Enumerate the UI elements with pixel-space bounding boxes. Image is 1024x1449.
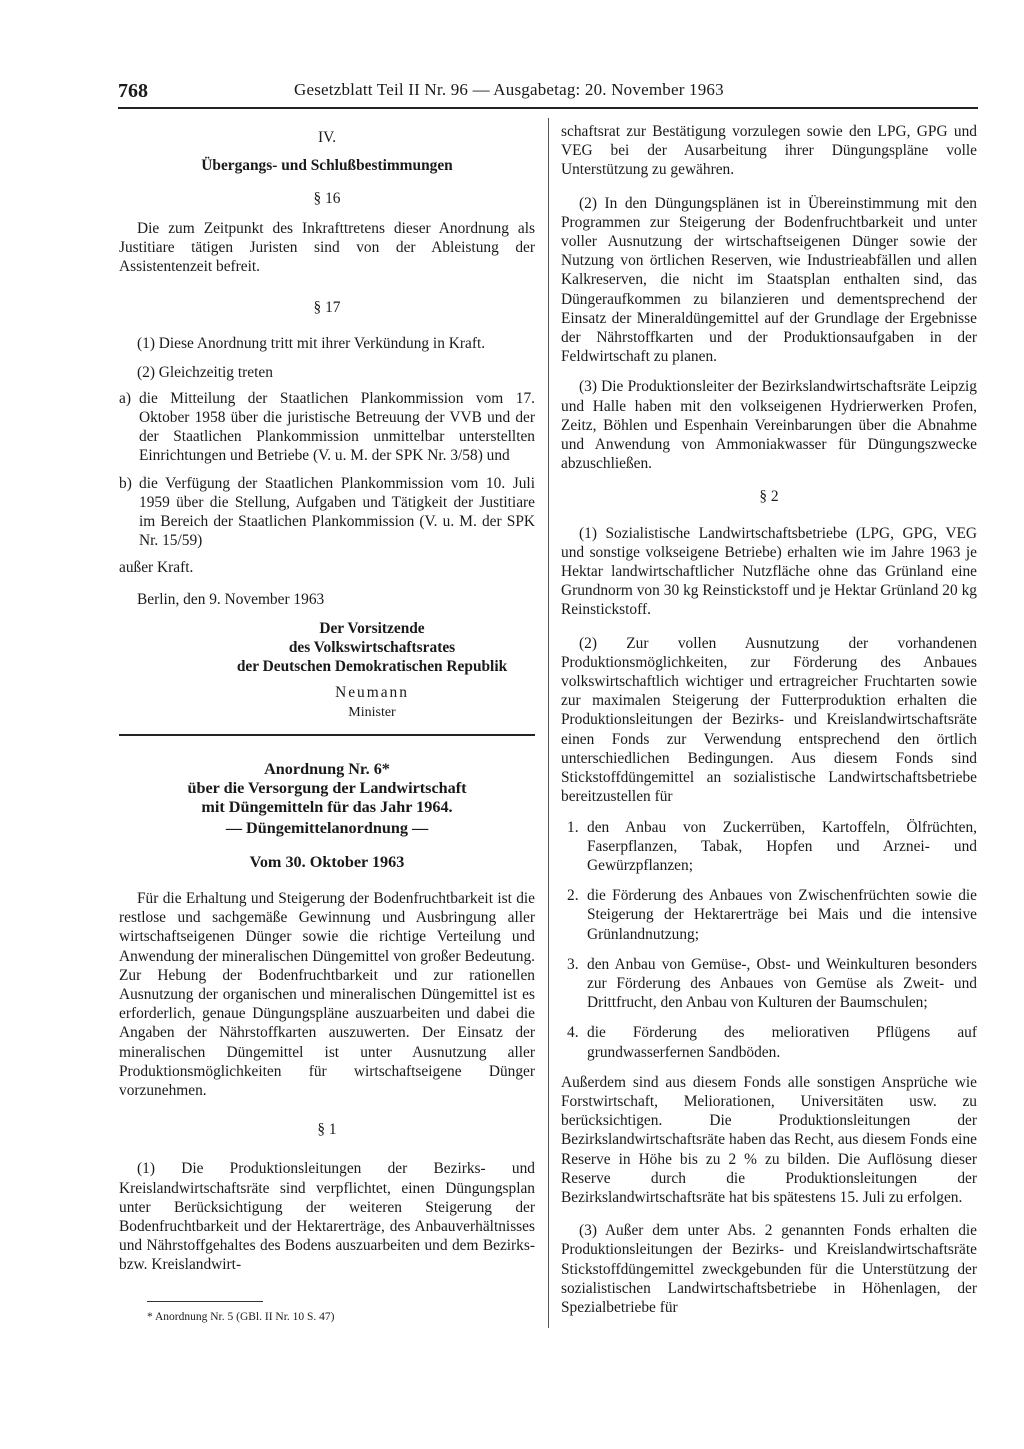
list-item-label: 3. [567, 955, 579, 973]
signatory-line-1: Der Vorsitzende [319, 619, 425, 637]
list-item [561, 1023, 977, 1061]
ordinance-title-line-1: Anordnung Nr. 6* [264, 759, 390, 778]
ordinance-subtitle: — Düngemittelanordnung — [225, 819, 429, 838]
list-item-text: den Anbau von Zuckerrüben, Kartoffeln, Ölfrüchten, Faserpflanzen, Tabak, Hopfen und Arznei- und Gewürzpflanzen; [587, 818, 977, 874]
section-16-heading: § 16 [313, 190, 341, 208]
list-item-label: 4. [567, 1024, 579, 1042]
header-title: Gesetzblatt Teil II Nr. 96 — Ausgabetag: 20. November 1963 [294, 80, 724, 99]
list-item-text: die Förderung des Anbaues von Zwischenfrüchten sowie die Steigerung der Hektarerträge bei Mais und die intensive Grünlandnutzung; [587, 887, 977, 943]
place-and-date: Berlin, den 9. November 1963 [137, 590, 325, 608]
page-header [118, 80, 978, 108]
section-divider [119, 734, 535, 736]
ordinance-title-line-2: über die Versorgung der Landwirtschaft [187, 779, 467, 798]
part-title: Übergangs- und Schlußbestimmungen [201, 157, 453, 175]
signatory-role: Minister [348, 704, 396, 720]
section-17-paragraph-1: (1) Diese Anordnung tritt mit ihrer Verkündung in Kraft. [137, 335, 486, 353]
section-1-paragraph-1: (1) Die Produktionsleitungen der Bezirks- und Kreislandwirtschaftsräte sind verpflichtet, einen Düngungsplan unter Berücksichtigung der weiteren Steigerung der Bodenfruchtbarkeit und der Hektarerträge, des Anbauverhältnisses und Nährstoffgehaltes des Bodens auszuarbeiten und dem Bezirks- bzw. Kreislandwirt- [119, 1160, 535, 1274]
list-item-label: a) [119, 389, 131, 407]
list-item-label: 2. [567, 887, 579, 905]
list-item-label: 1. [567, 818, 579, 836]
section-16-text: Die zum Zeitpunkt des Inkrafttretens dieser Anordnung als Justitiare tätigen Juristen sind von der Ableistung der Assistentenzeit befreit. [119, 219, 535, 276]
list-item-text: die Förderung des meliorativen Pflügens auf grundwasserfernen Sandböden. [587, 1024, 977, 1061]
section-17-closing: außer Kraft. [119, 559, 194, 577]
list-item [119, 389, 535, 466]
signatory-name: Neumann [335, 684, 409, 702]
section-2-paragraph-2: (2) Zur vollen Ausnutzung der vorhandenen Produktionsmöglichkeiten, zur Förderung des Anbaues volkswirtschaftlich wichtiger und ertragreicher Fruchtarten sowie zur maximalen Steigerung der Futterproduktion erhalten die Produktionsleitungen der Bezirks- und Kreislandwirtschaftsräte einen Fonds zur Verwendung entsprechend den örtlich unterschiedlichen Bedingungen. Aus diesem Fonds sind Stickstoffdüngemittel an sozialistische Landwirtschaftsbetriebe bereitzustellen für [561, 634, 977, 806]
footnote: * Anordnung Nr. 5 (GBl. II Nr. 10 S. 47) [147, 1311, 335, 1323]
list-item [561, 818, 977, 876]
list-item-text: den Anbau von Gemüse-, Obst- und Weinkulturen besonders zur Förderung des Anbaues von Gemüse als Zweit- und Drittfrucht, den Anbau von Kulturen der Baumschulen; [587, 955, 977, 1012]
section-2-paragraph-3: (3) Außer dem unter Abs. 2 genannten Fonds erhalten die Produktionsleitungen der Bezirks- und Kreislandwirtschaftsräte Stickstoffdüngemittel zweckgebunden für die Unterstützung der sozialistischen Landwirtschaftsbetriebe in Höhenlagen, der Spezialbetriebe für [561, 1222, 977, 1316]
part-number: IV. [317, 129, 337, 146]
section-17-paragraph-2: (2) Gleichzeitig treten [137, 363, 273, 381]
signatory-line-3: der Deutschen Demokratischen Republik [236, 658, 508, 676]
left-column [119, 122, 535, 1275]
continued-paragraph: schaftsrat zur Bestätigung vorzulegen sowie den LPG, GPG und VEG bei der Ausarbeitung ihrer Düngungspläne volle Unterstützung zu gewähren. [561, 123, 977, 179]
section-2-continuation: Außerdem sind aus diesem Fonds alle sonstigen Ansprüche wie Forstwirtschaft, Meliorationen, Universitäten usw. zu berücksichtigen. Die Produktionsleitungen der Bezirkslandwirtschaftsräte haben das Recht, aus diesem Fonds eine Reserve in Höhe bis zu 2 % zu bilden. Die Auflösung dieser Reserve durch die Produktionsleitungen der Bezirkslandwirtschaftsräte hat bis spätestens 15. Juli zu erfolgen. [561, 1073, 977, 1206]
section-1-heading: § 1 [317, 1121, 337, 1139]
list-item [561, 955, 977, 1013]
section-2-heading: § 2 [759, 488, 779, 506]
list-item [561, 886, 977, 944]
section-1-paragraph-2: (2) In den Düngungsplänen ist in Übereinstimmung mit den Programmen zur Steigerung der Bodenfruchtbarkeit und unter voller Ausnutzung der wirtschaftseigenen Dünger sowie der Nutzung von örtlichen Reserven, wie Industrieabfällen und allen Kalkreserven, die nicht im Staatsplan enthalten sind, das Düngeraufkommen zu bilanzieren und dementsprechend der Einsatz der Mineraldüngemittel auf der Grundlage der Ergebnisse der Nährstoffkarten und der Produktionsaufgaben in der Feldwirtschaft zu planen. [561, 194, 977, 366]
list-item [119, 474, 535, 551]
page-number: 768 [118, 80, 148, 102]
section-1-paragraph-3: (3) Die Produktionsleiter der Bezirkslandwirtschaftsräte Leipzig und Halle haben mit den volkseigenen Hydrierwerken Profen, Zeitz, Böhlen und Espenhain Vereinbarungen über die Abnahme und Anwendung von Ammoniakwasser für Düngungszwecke abzuschließen. [561, 378, 977, 473]
section-2-paragraph-1: (1) Sozialistische Landwirtschaftsbetriebe (LPG, GPG, VEG und sonstige volkseigene Betriebe) erhalten wie im Jahre 1963 je Hektar landwirtschaftlicher Nutzfläche ohne das Grünland eine Grundnorm von 30 kg Reinstickstoff und je Hektar Grünland 20 kg Reinstickstoff. [561, 524, 977, 619]
section-17-heading: § 17 [313, 299, 341, 317]
ordinance-date: Vom 30. Oktober 1963 [249, 852, 405, 871]
right-column [561, 122, 977, 1317]
list-item-text: die Verfügung der Staatlichen Plankommission vom 10. Juli 1959 über die Stellung, Aufgaben und Tätigkeit der Justitiare im Bereich der Staatlichen Plankommission (V. u. M. der SPK Nr. 15/59) [139, 474, 535, 550]
footnote-rule [147, 1301, 263, 1302]
preamble-paragraph: Für die Erhaltung und Steigerung der Bodenfruchtbarkeit ist die restlose und sachgemäße Gewinnung und Ausbringung aller wirtschaftseigenen Dünger sowie die richtige Verteilung und Anwendung der mineralischen Düngemittel von großer Bedeutung. Zur Hebung der Bodenfruchtbarkeit und zur rationellen Ausnutzung der organischen und mineralischen Düngemittel ist es erforderlich, genaue Düngungspläne auszuarbeiten und dabei die Angaben der Nährstoffkarten auszuwerten. Der Einsatz der mineralischen Düngemittel ist unter Ausnutzung aller Produktionsmöglichkeiten für wirtschaftseigene Dünger vorzunehmen. [119, 889, 535, 1099]
ordinance-title-line-3: mit Düngemitteln für das Jahr 1964. [201, 798, 453, 817]
signatory-line-2: des Volkswirtschaftsrates [288, 639, 456, 657]
header-rule [118, 107, 978, 109]
list-item-text: die Mitteilung der Staatlichen Plankommission vom 17. Oktober 1958 über die juristische Betreuung der VVB und der der Staatlichen Plankommission unmittelbar unterstellten Einrichtungen und Betriebe (V. u. M. der SPK Nr. 3/58) und [139, 389, 535, 465]
list-item-label: b) [119, 474, 132, 492]
column-divider [548, 118, 549, 1328]
